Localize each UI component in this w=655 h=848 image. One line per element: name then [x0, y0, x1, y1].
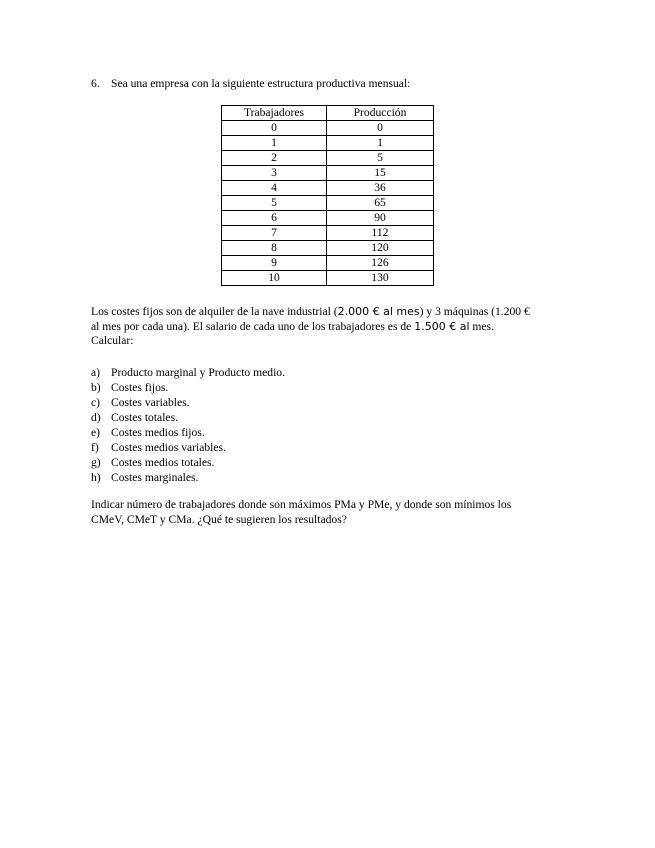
production-cell: 15 — [327, 166, 434, 181]
list-item-text: Costes medios variables. — [111, 441, 226, 454]
list-item — [91, 365, 285, 380]
production-cell: 1 — [327, 136, 434, 151]
list-item-label: e) — [91, 426, 101, 439]
workers-cell: 5 — [222, 196, 327, 211]
list-item-label: d) — [91, 411, 101, 424]
list-item — [91, 470, 285, 485]
list-item-text: Costes medios totales. — [111, 456, 215, 469]
calcular-label: Calcular: — [91, 334, 134, 348]
list-item — [91, 440, 285, 455]
task-list — [91, 365, 285, 485]
list-item-text: Producto marginal y Producto medio. — [111, 366, 285, 379]
list-item-text: Costes fijos. — [111, 381, 169, 394]
list-item-text: Costes totales. — [111, 411, 178, 424]
costs-line-2 — [91, 320, 571, 335]
costs-text: Los costes fijos son de alquiler de la nave industrial ( — [91, 305, 338, 318]
list-item — [91, 455, 285, 470]
list-item-text: Costes marginales. — [111, 471, 199, 484]
list-item-label: g) — [91, 456, 101, 469]
workers-cell: 0 — [222, 121, 327, 136]
table-row — [222, 226, 434, 241]
list-item — [91, 380, 285, 395]
workers-cell: 4 — [222, 181, 327, 196]
production-cell: 130 — [327, 271, 434, 286]
list-item — [91, 395, 285, 410]
table-row — [222, 256, 434, 271]
table-header-row — [222, 106, 434, 121]
closing-paragraph — [91, 498, 571, 527]
costs-text: ) y 3 máquinas (1.200 € — [419, 305, 530, 318]
production-cell: 120 — [327, 241, 434, 256]
workers-cell: 2 — [222, 151, 327, 166]
salary-amount: 1.500 € al — [414, 319, 470, 333]
production-cell: 65 — [327, 196, 434, 211]
production-cell: 5 — [327, 151, 434, 166]
list-item-label: h) — [91, 471, 101, 484]
costs-line-1 — [91, 305, 571, 320]
table-row — [222, 241, 434, 256]
list-item-label: f) — [91, 441, 99, 454]
column-header-workers: Trabajadores — [222, 106, 327, 121]
production-table — [221, 105, 434, 286]
list-item-text: Costes variables. — [111, 396, 190, 409]
workers-cell: 10 — [222, 271, 327, 286]
list-item — [91, 410, 285, 425]
production-cell: 126 — [327, 256, 434, 271]
workers-cell: 6 — [222, 211, 327, 226]
costs-paragraph — [91, 305, 571, 349]
list-item-label: b) — [91, 381, 101, 394]
closing-line-1: Indicar número de trabajadores donde son máximos PMa y PMe, y donde son mínimos los — [91, 498, 512, 511]
production-cell: 90 — [327, 211, 434, 226]
costs-text: mes. — [469, 319, 494, 333]
list-item-label: c) — [91, 396, 101, 409]
list-item — [91, 425, 285, 440]
question-number: 6. — [91, 77, 100, 90]
table-row — [222, 271, 434, 286]
question-text: Sea una empresa con la siguiente estructura productiva mensual: — [111, 77, 411, 90]
question-heading — [91, 77, 410, 92]
production-cell: 0 — [327, 121, 434, 136]
list-item-label: a) — [91, 366, 101, 379]
production-cell: 112 — [327, 226, 434, 241]
workers-cell: 9 — [222, 256, 327, 271]
table-row — [222, 211, 434, 226]
workers-cell: 7 — [222, 226, 327, 241]
workers-cell: 8 — [222, 241, 327, 256]
workers-cell: 1 — [222, 136, 327, 151]
table-row — [222, 136, 434, 151]
rent-amount: 2.000 € al mes — [337, 305, 420, 318]
workers-cell: 3 — [222, 166, 327, 181]
costs-text: al mes por cada una). El salario de cada uno de los trabajadores es de — [91, 319, 415, 333]
table-row — [222, 196, 434, 211]
table-row — [222, 181, 434, 196]
closing-line-2: CMeV, CMeT y CMa. ¿Qué te sugieren los resultados? — [91, 512, 347, 526]
table-row — [222, 151, 434, 166]
table-row — [222, 166, 434, 181]
column-header-production: Producción — [327, 106, 434, 121]
list-item-text: Costes medios fijos. — [111, 426, 205, 439]
table-row — [222, 121, 434, 136]
production-cell: 36 — [327, 181, 434, 196]
